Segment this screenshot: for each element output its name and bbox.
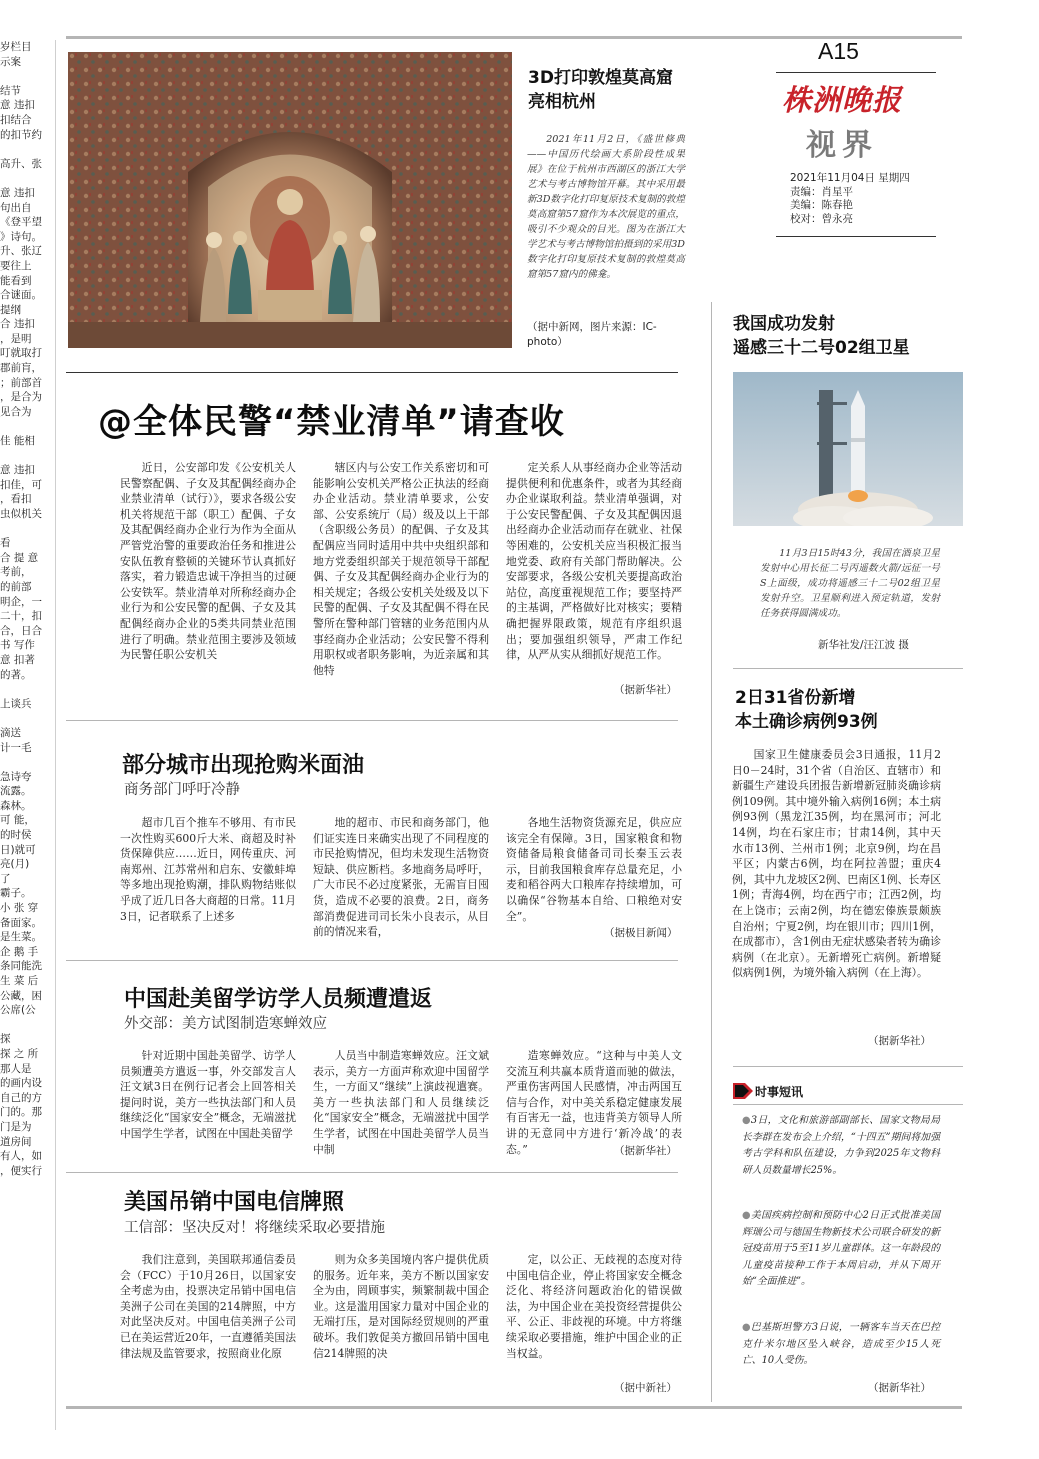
prev-page-text-fragment: 郡前肓， xyxy=(0,362,42,375)
prev-page-text-fragment: 企 鹅 手 xyxy=(0,945,39,958)
brief-item-1-text: 3日，文化和旅游部副部长、国家文物局局长李群在发布会上介绍，“十四五”期间将加强考古学科和队伍建设，力争到2025年文物科研人员数量增长25%。 xyxy=(742,1115,940,1176)
page-number: A15 xyxy=(818,38,859,64)
prev-page-text-fragment: 意 违扣 xyxy=(0,464,35,477)
prev-page-text-fragment: 二十，扣 xyxy=(0,610,42,623)
prev-page-text-fragment: 公席(公 xyxy=(0,1004,36,1017)
satellite-credit: 新华社发/汪江波 摄 xyxy=(818,639,909,651)
brief-item-2-text: 美国疾病控制和预防中心2日正式批准美国辉瑞公司与德国生物新技术公司联合研发的新冠疫苗用于5至11岁儿童群体。这一年龄段的儿童疫苗接种工作于本周启动，并从下周开始“全面推进”。 xyxy=(742,1210,940,1287)
students-col2: 人员当中制造寒蝉效应。汪文斌表示，美方一方面声称欢迎中国留学生，一方面又“继续”上演歧视遣赛。美方一些执法部门和人员继续泛化“国家安全”概念，无端滋扰中国学生学者，试图在中国赴美留学人员当中制 xyxy=(313,1049,489,1156)
section-title: 视界 xyxy=(806,128,878,163)
prev-page-text-fragment xyxy=(0,449,55,464)
prev-page-text-fragment: 意 违扣 xyxy=(0,186,35,199)
prev-page-text-fragment: 日)就可 xyxy=(0,843,36,856)
prev-page-text-fragment: 的前部 xyxy=(0,580,32,593)
rice-headline: 部分城市出现抢购米面油 xyxy=(122,753,365,778)
prev-page-text-fragment: 条同能洗 xyxy=(0,960,42,973)
prev-page-text-fragment: 佳 能相 xyxy=(0,435,35,448)
prev-page-text-fragment: 叮就取打 xyxy=(0,347,42,360)
prev-page-text-fragment: 滴送 xyxy=(0,726,21,739)
prev-page-text-fragment: 高升、张 xyxy=(0,157,42,170)
issue-date: 2021年11月04日 星期四 xyxy=(790,172,910,184)
prev-page-text-fragment: 示案 xyxy=(0,55,21,68)
telecom-subheadline: 工信部：坚决反对！将继续采取必要措施 xyxy=(124,1220,385,1236)
covid-headline-line1: 2日31省份新增 xyxy=(735,688,856,708)
masthead-rule-bottom xyxy=(776,236,936,237)
prev-page-text-fragment: 有人，如 xyxy=(0,1150,42,1163)
covid-top-rule xyxy=(733,668,963,669)
prev-page-text-fragment: 《登平望 xyxy=(0,216,42,229)
prev-page-text-fragment: 生 菜 后 xyxy=(0,975,39,987)
bullet-icon: ● xyxy=(742,1115,751,1126)
prev-page-text-fragment: 森林。 xyxy=(0,799,32,812)
newspaper-logo: 株洲晚报 xyxy=(782,83,903,117)
prev-page-text-fragment: 探 之 所 xyxy=(0,1047,39,1060)
prev-page-text-fragment xyxy=(0,171,55,186)
prev-page-text-fragment: 岁栏目 xyxy=(0,41,32,53)
designer-credit: 美编：陈春艳 xyxy=(790,199,853,211)
prev-page-text-fragment xyxy=(0,711,55,726)
prev-page-text-fragment: 备面家。 xyxy=(0,916,42,929)
dunhuang-credit: （据中新网，图片来源：IC-photo） xyxy=(527,321,657,348)
rocket-launch-photo xyxy=(733,372,963,526)
telecom-credit: （据中新社） xyxy=(614,1382,677,1394)
prev-page-text-fragment: 门的。那 xyxy=(0,1106,42,1119)
prev-page-text-fragment xyxy=(0,522,55,537)
satellite-caption: 11月3日15时43分，我国在酒泉卫星发射中心用长征二号丙遥数火箭/远征一号S上面级，成功将遥感三十二号02组卫星发射升空。卫星顺利进入预定轨道，发射任务获得圆满成功。 xyxy=(760,548,940,619)
prev-page-text-fragment: 扣结合 xyxy=(0,113,32,126)
prev-page-text-fragment: 计一毛 xyxy=(0,741,32,754)
proofreader-credit: 校对：曾永亮 xyxy=(790,212,853,225)
prev-page-text-fragment: 小 张 穿 xyxy=(0,902,39,915)
prev-page-text-fragment: 提纲 xyxy=(0,303,21,316)
prev-page-text-fragment: 句出自 xyxy=(0,201,32,214)
brief-item-3-text: 巴基斯坦警方3日说，一辆客车当天在巴控克什米尔地区坠入峡谷，造成至少15人死亡、10人受伤。 xyxy=(742,1322,940,1366)
police-headline: @全体民警“禁业清单”请查收 xyxy=(98,402,565,442)
prev-page-text-fragment: 意 扣著 xyxy=(0,653,35,666)
prev-page-text-fragment: 书 写作 xyxy=(0,639,35,652)
students-subheadline: 外交部：美方试图制造寒蝉效应 xyxy=(124,1016,327,1032)
prev-page-text-fragment: 的画内设 xyxy=(0,1077,42,1090)
prev-page-text-fragment: 看 xyxy=(0,537,11,550)
prev-page-text-fragment: 流露。 xyxy=(0,785,32,798)
rice-credit: （据极目新闻） xyxy=(604,927,678,939)
students-col1: 针对近期中国赴美留学、访学人员频遭美方遣返一事，外交部发言人汪文斌3日在例行记者会上回答相关提问时说，美方一些执法部门和人员继续泛化“国家安全”概念，无端滋扰中国学生学者，试图在中国赴美留学 xyxy=(120,1049,296,1140)
police-credit: （据新华社） xyxy=(614,684,677,696)
prev-page-text-fragment: 考前， xyxy=(0,566,32,579)
prev-page-text-fragment: 明企，一 xyxy=(0,595,42,608)
prev-page-text-fragment xyxy=(0,69,55,84)
prev-page-text-fragment: 的著。 xyxy=(0,668,32,681)
prev-page-text-fragment: 虫似机关 xyxy=(0,508,42,520)
prev-page-text-fragment: 扣佳，可 xyxy=(0,478,42,491)
police-col3: 定关系人从事经商办企业等活动提供便利和优惠条件，或者为其经商办企业谋取利益。禁业清单强调，对于公安民警配偶、子女及其配偶因退出经商办企业活动而存在就业、社保等困难的，公安机关应当积极汇报当地党委、政府有关部门帮助解决。公安部要求，各级公安机关要提高政治站位，高度重视规范工作；要坚持严的主基调，严格做好比对核实；要精确把握界限政策，规范有序组织退出；要加强组织领导，严肃工作纪律，从严从实从细抓好规范工作。 xyxy=(506,461,682,662)
prev-page-text-fragment: ，便实行 xyxy=(0,1164,42,1177)
prev-page-text-fragment: 了 xyxy=(0,872,11,885)
dunhuang-headline xyxy=(528,66,708,114)
students-headline: 中国赴美留学访学人员频遭遣返 xyxy=(124,987,433,1012)
bullet-icon: ● xyxy=(742,1210,751,1221)
satellite-headline-line1: 我国成功发射 xyxy=(733,314,835,334)
covid-headline xyxy=(735,686,965,734)
brief-item-2 xyxy=(742,1208,940,1291)
briefs-credit: （据新华社） xyxy=(868,1382,931,1394)
prev-page-text-fragment xyxy=(0,755,55,770)
briefs-top-rule xyxy=(733,1066,963,1067)
satellite-headline-line2: 遥感三十二号02组卫星 xyxy=(733,338,910,358)
students-top-rule xyxy=(66,960,678,961)
briefs-label xyxy=(733,1083,804,1099)
police-top-rule xyxy=(66,372,678,373)
prev-page-text-fragment xyxy=(0,682,55,697)
brief-item-3 xyxy=(742,1320,940,1370)
telecom-col1: 我们注意到，美国联邦通信委员会（FCC）于10月26日，以国家安全考虑为由，投票决定吊销中国电信美洲子公司在美国的214牌照，中方对此坚决反对。中国电信美洲子公司已在美运营近20年，一直遵循美国法律法规及监管要求，按照商业化原 xyxy=(120,1253,296,1360)
prev-page-text-fragment: 门是为 xyxy=(0,1120,32,1133)
briefs-title: 时事短讯 xyxy=(755,1085,804,1099)
prev-page-text-fragment: 亮(月) xyxy=(0,858,30,871)
prev-page-text-fragment: ，是明 xyxy=(0,332,32,345)
students-credit: （据新华社） xyxy=(614,1145,677,1157)
prev-page-text-fragment: 上谈兵 xyxy=(0,697,32,710)
prev-page-text-fragment: 公藏，困 xyxy=(0,989,42,1002)
dunhuang-headline-line1: 3D打印敦煌莫高窟 xyxy=(528,68,673,88)
previous-page-edge xyxy=(0,40,56,1430)
prev-page-text-fragment: ；前部首 xyxy=(0,376,42,389)
telecom-col3: 定，以公正、无歧视的态度对待中国电信企业，停止将国家安全概念泛化、将经济问题政治化的错误做法，为中国企业在美投资经营提供公平、公正、非歧视的环境。中方将继续采取必要措施，维护中国企业的正当权益。 xyxy=(506,1253,682,1360)
masthead-rule-top xyxy=(776,72,936,73)
prev-page-text-fragment: 急诗夸 xyxy=(0,770,32,783)
rice-col2: 地的超市、市民和商务部门，他们证实连日来确实出现了不同程度的市民抢购情况，但均未发现生活物资短缺、供应断档。多地商务局呼吁，广大市民不必过度紧张，无需盲目囤货，造成不必要的浪费。2日，商务部消费促进司司长朱小良表示，从目前的情况来看， xyxy=(313,816,489,939)
masthead-info xyxy=(790,172,910,226)
prev-page-text-fragment: 是生菜。 xyxy=(0,931,42,944)
editor-credit: 责编：肖星平 xyxy=(790,185,853,198)
prev-page-text-fragment: 结节 xyxy=(0,84,21,97)
prev-page-text-fragment: 的扣节约 xyxy=(0,128,42,141)
prev-page-text-fragment: ，看扣 xyxy=(0,493,32,506)
prev-page-text-fragment: 合 违扣 xyxy=(0,318,35,331)
prev-page-text-fragment: 合 提 意 xyxy=(0,551,39,564)
telecom-headline: 美国吊销中国电信牌照 xyxy=(124,1190,345,1215)
bottom-rule xyxy=(66,1406,962,1409)
covid-headline-line2: 本土确诊病例93例 xyxy=(735,712,878,732)
prev-page-text-fragment: 要往上 xyxy=(0,259,32,272)
covid-body: 国家卫生健康委员会3日通报，11月2日0－24时，31个省（自治区、直辖市）和新疆生产建设兵团报告新增新冠肺炎确诊病例109例。其中境外输入病例16例；本土病例93例（黑龙江35例，均在黑河市；河北14例，均在石家庄市；甘肃14例，其中天水市13例、兰州市1例；北京9例，均在昌平区；内蒙古6例，均在阿拉善盟；重庆4例，其中九龙坡区2例、巴南区1例、长寿区1例；青海4例，均在西宁市；江西2例，均在上饶市；云南2例，均在德宏傣族景颇族自治州；宁夏2例，均在银川市；四川1例，在成都市），含1例由无症状感染者转为确诊病例（在北京）。无新增死亡病例。新增疑似病例1例，为境外输入病例（在上海）。 xyxy=(732,748,941,980)
prev-page-text-fragment: 霸子。 xyxy=(0,887,32,900)
prev-page-text-fragment: 探 xyxy=(0,1033,11,1046)
prev-page-text-fragment: 合，日合 xyxy=(0,624,42,637)
brief-item-1 xyxy=(742,1113,940,1179)
prev-page-text-fragment: 道房间 xyxy=(0,1135,32,1148)
telecom-col2: 则为众多美国境内客户提供优质的服务。近年来，美方不断以国家安全为由，罔顾事实，频繁制裁中国企业。这是滥用国家力量对中国企业的无端打压，是对国际经贸规则的严重破坏。我们敦促美方撤回吊销中国电信214牌照的决 xyxy=(313,1253,489,1360)
prev-page-text-fragment: 能看到 xyxy=(0,274,32,287)
dunhuang-headline-line2: 亮相杭州 xyxy=(528,92,596,112)
right-column-separator xyxy=(711,302,712,1402)
rice-col1: 超市几百个推车不够用、有市民一次性购买600斤大米、商超及时补货保障供应……近日，网传重庆、河南郑州、江苏常州和启东、安徽蚌埠等多地出现抢购潮，排队购物结账似乎成了近几日各大商超的日常。11月3日，记者联系了上述多 xyxy=(120,816,296,923)
prev-page-text-fragment: 见合为 xyxy=(0,405,32,418)
prev-page-text-fragment: 》诗句。 xyxy=(0,230,42,243)
police-col2: 辖区内与公安工作关系密切和可能影响公安机关严格公正执法的经商办企业活动。禁业清单要求，公安部、公安系统厅（局）级及以上干部（含职级公务员）的配偶、子女及其配偶应当同时适用中共中央组织部和地方党委组织部关于规范领导干部配偶、子女及其配偶经商办企业行为的相关规定；各级公安机关处级及以下民警的配偶、子女及其配偶不得在民警所在警种部门管辖的业务范围内从事经商办企业活动；公安民警不得利用职权或者职务影响，为近亲属和其他特 xyxy=(313,461,489,677)
prev-page-text-fragment: 升、张辽 xyxy=(0,245,42,258)
prev-page-text-fragment: 合谜面。 xyxy=(0,289,42,302)
rice-top-rule xyxy=(66,720,678,721)
prev-page-text-fragment: 意 违扣 xyxy=(0,99,35,112)
arrow-icon xyxy=(733,1083,755,1099)
satellite-headline xyxy=(733,312,973,360)
prev-page-text-fragment xyxy=(0,419,55,434)
police-col1: 近日，公安部印发《公安机关人民警察配偶、子女及其配偶经商办企业禁业清单（试行）》，要求各级公安机关将规范干部（职工）配偶、子女及其配偶经商办企业行为作为全面从严管党治警的重要政治任务和推进公安队伍教育整顿的关键环节认真抓好落实，着力锻造忠诚干净担当的过硬公安铁军。禁业清单对所称经商办企业行为和公安民警的配偶、子女及其配偶经商办企业的5类共同禁业范围进行了明确。禁业范围主要涉及领域为民警任职公安机关 xyxy=(120,461,296,662)
rice-subheadline: 商务部门呼吁冷静 xyxy=(124,782,240,798)
prev-page-text-fragment: ，是合为 xyxy=(0,391,42,404)
prev-page-text-fragment: 的时侯 xyxy=(0,829,32,842)
prev-page-text-fragment xyxy=(0,1018,55,1033)
students-col3: 造寒蝉效应。“这种与中美人文交流互利共赢本质背道而驰的做法，严重伤害两国人民感情，冲击两国互信与合作，对中美关系稳定健康发展有百害无一益，也违背美方领导人所讲的无意同中方进行‘新冷战’的表态。” xyxy=(506,1049,682,1156)
prev-page-text-fragment: 自己的方 xyxy=(0,1091,42,1104)
prev-page-text-fragment: 可 能， xyxy=(0,814,35,827)
bullet-icon: ● xyxy=(742,1322,751,1333)
prev-page-text-fragment: 那人是 xyxy=(0,1062,32,1075)
covid-credit: （据新华社） xyxy=(868,1035,931,1047)
telecom-top-rule xyxy=(66,1172,678,1173)
rice-col3: 各地生活物资货源充足，供应应该完全有保障。3日，国家粮食和物资储备局粮食储备司司长秦玉云表示，目前我国粮食库存总量充足，小麦和稻谷两大口粮库存持续增加，可以确保“谷物基本自给、口粮绝对安全”。 xyxy=(506,816,682,923)
dunhuang-caption: 2021年11月2日，《盛世修典——中国历代绘画大系阶段性成果展》在位于杭州市西湖区的浙江大学艺术与考古博物馆开幕。其中采用最新3D数字化打印复原技术复制的敦煌莫高窟第57窟作为本次展览的重点，吸引不少观众的目光。图为在浙江大学艺术与考古博物馆拍摄到的采用3D数字化打印复原技术复制的敦煌莫高窟第57窟内的佛龛。 xyxy=(527,134,685,280)
dunhuang-cave-photo xyxy=(68,52,512,348)
briefs-title-rule xyxy=(733,1104,963,1105)
prev-page-text-fragment xyxy=(0,142,55,157)
